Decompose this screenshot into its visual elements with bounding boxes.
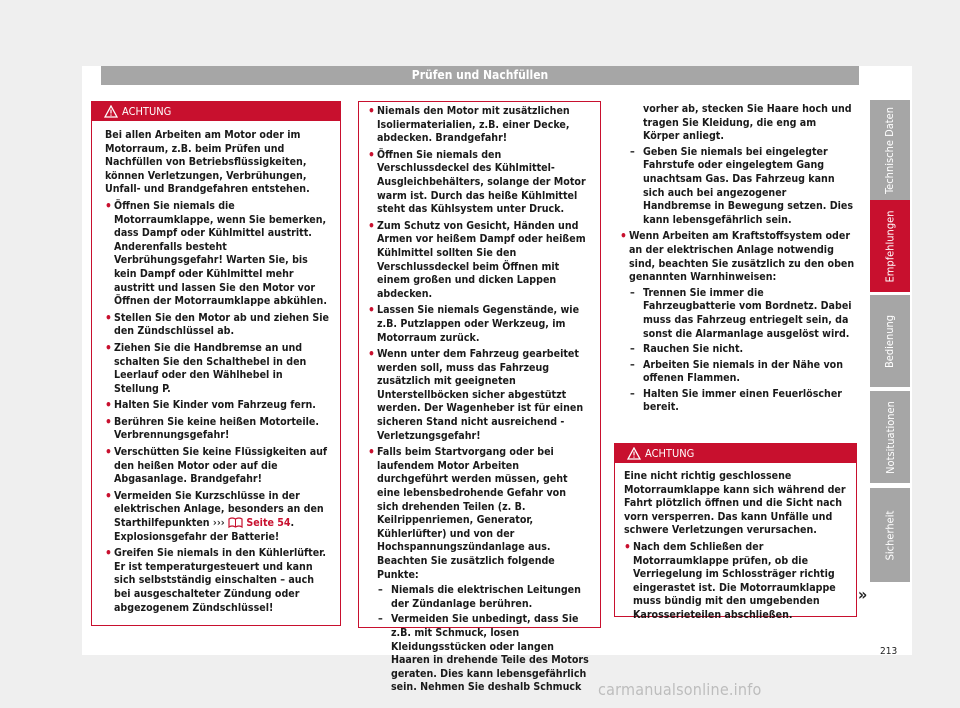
list-item: • Berühren Sie keine heißen Motorteile. Verbrennungsgefahr! — [105, 416, 330, 443]
warning-triangle-icon — [627, 447, 641, 460]
list-item: • Verschütten Sie keine Flüssigkeiten auf den heißen Motor oder auf die Abgasanlage. Brandgefahr! — [105, 446, 330, 487]
list-item: • Halten Sie Kinder vom Fahrzeug fern. — [105, 399, 330, 413]
tab-technische-daten[interactable]: Technische Daten — [870, 100, 910, 200]
warning-body — [615, 463, 856, 623]
list-item: • Stellen Sie den Motor ab und ziehen Sie den Zündschlüssel ab. — [105, 312, 330, 339]
list-item: • Öffnen Sie niemals die Motorraumklappe, wenn Sie bemerken, dass Dampf oder Kühlmittel austritt. Anderenfalls besteht Verbrühungsgefahr! Warten Sie, bis kein Dampf oder Kühlmittel mehr austritt und lassen Sie den Motor vor Öffnen der Motorraumklappe abkühlen. — [105, 200, 330, 309]
dash-item: – Rauchen Sie nicht. — [620, 343, 855, 357]
dash-item: – Vermeiden Sie unbedingt, dass Sie z.B. mit Schmuck, losen Kleidungsstücken oder langen Haaren in drehende Teile des Motors geraten. Dies kann lebensgefährlich sein. Nehmen Sie deshalb Schmuck — [368, 613, 590, 695]
warning-body-continued — [359, 105, 600, 695]
warning-box-right — [614, 443, 857, 621]
watermark: carmanualsonline.info — [598, 680, 762, 699]
warning-label: ACHTUNG — [645, 447, 695, 460]
dash-item: – Halten Sie immer einen Feuerlöscher bereit. — [620, 388, 855, 415]
warning-label: ACHTUNG — [122, 105, 172, 118]
list-item: • Falls beim Startvorgang oder bei laufendem Motor Arbeiten durchgeführt werden müssen, geht eine lebensbedrohende Gefahr von sich drehenden Teilen (z. B. Keilrippenriemen, Generator, Kühlerlüfter) und von der Hochspannungszündanlage aus. Beachten Sie zusätzlich folgende Punkte: — [368, 446, 590, 582]
warning-header — [92, 102, 340, 121]
continued-text — [620, 103, 855, 415]
tab-notsituationen[interactable]: Notsituationen — [870, 391, 910, 483]
list-item: • Lassen Sie niemals Gegenstände, wie z.B. Putzlappen oder Werkzeug, im Motorraum zurück. — [368, 304, 590, 345]
page-number: 213 — [880, 646, 898, 657]
dash-item: – Arbeiten Sie niemals in der Nähe von offenen Flammen. — [620, 359, 855, 386]
warning-header — [615, 444, 856, 463]
warning-intro: Bei allen Arbeiten am Motor oder im Motorraum, z.B. beim Prüfen und Nachfüllen von Betriebsflüssigkeiten, können Verletzungen, Verbrühungen, Unfall- und Brandgefahren entstehen. — [105, 129, 310, 196]
list-item: • Greifen Sie niemals in den Kühlerlüfter. Er ist temperaturgesteuert und kann sich selbstständig einschalten – auch bei ausgeschalteter Zündung oder abgezogenem Zündschlüssel! — [105, 547, 330, 615]
list-item: • Wenn Arbeiten am Kraftstoffsystem oder an der elektrischen Anlage notwendig sind, beachten Sie zusätzlich zu den oben genannten Warnhinweisen: — [620, 230, 855, 284]
warning-body — [92, 121, 340, 615]
page-header: Prüfen und Nachfüllen — [101, 66, 859, 85]
warning-triangle-icon — [104, 105, 118, 118]
list-item: • Zum Schutz von Gesicht, Händen und Armen vor heißem Dampf oder heißem Kühlmittel sollten Sie den Verschlussdeckel beim Öffnen mit einem großen und dicken Lappen abdecken. — [368, 220, 590, 302]
list-item: • Ziehen Sie die Handbremse an und schalten Sie den Schalthebel in den Leerlauf oder den Wählhebel in Stellung P. — [105, 342, 330, 396]
list-item: • Wenn unter dem Fahrzeug gearbeitet werden soll, muss das Fahrzeug zusätzlich mit geeigneten Unterstellböcken sicher abgestützt werden. Der Wagenheber ist für einen sicheren Stand nicht ausreichend - Verletzungsgefahr! — [368, 348, 590, 443]
page-link[interactable]: Seite 54 — [246, 517, 291, 530]
link-arrows: ››› — [212, 517, 225, 530]
dash-item: – Niemals die elektrischen Leitungen der Zündanlage berühren. — [368, 584, 590, 611]
continue-arrow: » — [858, 585, 868, 604]
list-item-with-link: • Vermeiden Sie Kurzschlüsse in der elektrischen Anlage, besonders an den Starthilfepunkten ››› Seite 54. Explosionsgefahr der Batterie! — [105, 490, 330, 544]
list-item: • Öffnen Sie niemals den Verschlussdeckel des Kühlmittel-Ausgleichbehälters, solange der Motor warm ist. Durch das heiße Kühlmittel steht das Kühlsystem unter Druck. — [368, 149, 590, 217]
tab-bedienung[interactable]: Bedienung — [870, 295, 910, 387]
dash-item: – Geben Sie niemals bei eingelegter Fahrstufe oder eingelegtem Gang unachtsam Gas. Das Fahrzeug kann sich auch bei angezogener Handbremse in Bewegung setzen. Dies kann lebensgefährlich sein. — [620, 146, 855, 228]
dash-item: – Trennen Sie immer die Fahrzeugbatterie vom Bordnetz. Dabei muss das Fahrzeug entriegelt sein, da sonst die Alarmanlage ausgelöst wird. — [620, 287, 855, 341]
continued-paragraph: vorher ab, stecken Sie Haare hoch und tragen Sie Kleidung, die eng am Körper anliegt. — [643, 103, 852, 143]
warning-intro: Eine nicht richtig geschlossene Motorraumklappe kann sich während der Fahrt plötzlich öffnen und die Sicht nach vorn versperren. Das kann Unfälle und schwere Verletzungen verursachen. — [624, 470, 846, 537]
tab-sicherheit[interactable]: Sicherheit — [870, 488, 910, 582]
tab-empfehlungen[interactable]: Empfehlungen — [870, 200, 910, 292]
list-item: • Nach dem Schließen der Motorraumklappe prüfen, ob die Verriegelung im Schlossträger richtig eingerastet ist. Die Motorraumklappe muss bündig mit den umgebenden Karosserieteilen abschließen. — [624, 541, 848, 623]
book-link-icon[interactable] — [228, 517, 243, 528]
list-item: • Niemals den Motor mit zusätzlichen Isoliermaterialien, z.B. einer Decke, abdecken. Brandgefahr! — [368, 105, 590, 146]
warning-box-left — [91, 101, 341, 626]
warning-box-middle — [358, 101, 601, 694]
